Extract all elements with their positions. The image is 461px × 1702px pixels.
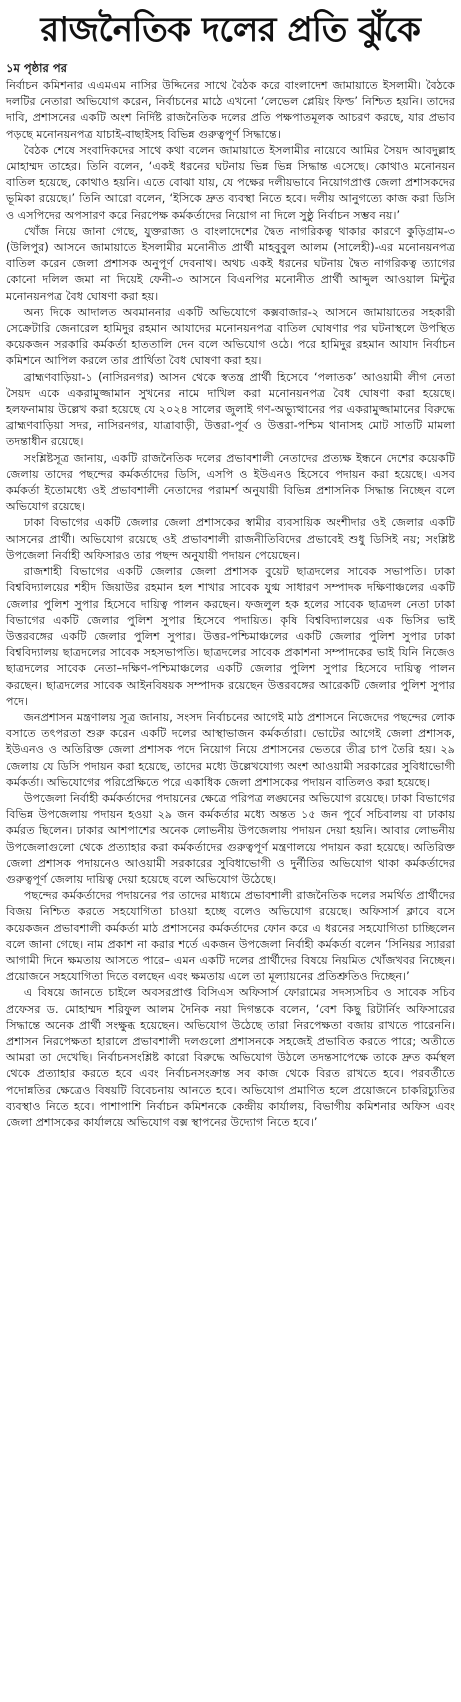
continuation-note: ১ম পৃষ্ঠার পর (6, 61, 67, 75)
paragraph: খোঁজ নিয়ে জানা গেছে, যুক্তরাজ্য ও বাংলাদেশের দ্বৈত নাগরিকত্ব থাকার কারণে কুড়িগ্রাম-৩ (উলিপুর) আসনে জামায়াতে ইসলামীর মনোনীত প্রার্থী মাহবুবুল আলম (সালেহী)-এর মনোনয়নপত্র বাতিল করেন জেলা প্রশাসক অনুপূর্ণ দেবনাথ। অথচ একই ধরনের ঘটনায় দ্বৈত নাগরিকত্ব ত্যাগের কোনো দলিল জমা না দিয়েই ফেনী-৩ আসনে বিএনপির মনোনীত প্রার্থী আব্দুল আওয়াল মিন্টুর মনোনয়নপত্র বৈধ ঘোষণা করা হয়। (6, 224, 455, 303)
paragraph: অন্য দিকে আদালত অবমাননার একটি অভিযোগে কক্সবাজার-২ আসনে জামায়াতের সহকারী সেক্রেটারি জেনারেল হামিদুর রহমান আযাদের মনোনয়নপত্র বাতিল ঘোষণার পর ঘটনাস্থলে উপস্থিত কয়েকজন সরকারি কর্মকর্তা হাততালি দেন বলে অভিযোগ ওঠে। পরে হামিদুর রহমান আযাদ নির্বাচন কমিশনে আপিল করলে তার প্রার্থিতা বৈধ ঘোষণা করা হয়। (6, 305, 455, 368)
paragraph: ঢাকা বিভাগের একটি জেলার জেলা প্রশাসকের স্বামীর ব্যবসায়িক অংশীদার ওই জেলার একটি আসনের প্রার্থী। অভিযোগ রয়েছে ওই প্রভাবশালী রাজনীতিবিদের প্রভাবেই শুধু ডিসিই নয়; সংশ্লিষ্ট উপজেলা নির্বাহী অফিসারও তার পছন্দ অনুযায়ী পদায়ন পেয়েছেন। (6, 516, 455, 562)
article-body (0, 78, 461, 1131)
paragraph: সংশ্লিষ্টসূত্র জানায়, একটি রাজনৈতিক দলের প্রভাবশালী নেতাদের প্রত্যক্ষ ইন্ধনে দেশের কয়েকটি জেলায় তাদের পছন্দের কর্মকর্তাদের ডিসি, এসপি ও ইউএনও হিসেবে পদায়ন করা হয়েছে। এসব কর্মকর্তা ইতোমধ্যে ওই প্রভাবশালী নেতাদের পরামর্শ অনুযায়ী বিভিন্ন প্রশাসনিক সিদ্ধান্ত নিচ্ছেন বলে অভিযোগ রয়েছে। (6, 451, 455, 514)
paragraph: রাজশাহী বিভাগের একটি জেলার জেলা প্রশাসক বুয়েট ছাত্রদলের সাবেক সভাপতি। ঢাকা বিশ্ববিদ্যালয়ের শহীদ জিয়াউর রহমান হল শাখার সাবেক যুগ্ম সাধারণ সম্পাদক দক্ষিণাঞ্চলের একটি জেলার পুলিশ সুপার হিসেবে দায়িত্ব পালন করছেন। ফজলুল হক হলের সাবেক ছাত্রদল নেতা ঢাকা বিভাগের একটি জেলার পুলিশ সুপার হিসেবে পদায়িত। কৃষি বিশ্ববিদ্যালয়ের এক ভিসির ভাই উত্তরবঙ্গের একটি জেলার পুলিশ সুপার। উত্তর-পশ্চিমাঞ্চলের একটি জেলার পুলিশ সুপার ঢাকা বিশ্ববিদ্যালয় ছাত্রদলের সাবেক সহসভাপতি। ছাত্রদলের সাবেক প্রকাশনা সম্পাদকের ভাই যিনি নিজেও ছাত্রদলের সাবেক নেতা–দক্ষিণ-পশ্চিমাঞ্চলের একটি জেলার পুলিশ সুপার হিসেবে দায়িত্ব পালন করছেন। ছাত্রদলের সাবেক আইনবিষয়ক সম্পাদক রয়েছেন উত্তরবঙ্গের আরেকটি জেলার পুলিশ সুপার পদে। (6, 565, 455, 708)
paragraph: পছন্দের কর্মকর্তাদের পদায়নের পর তাদের মাধ্যমে প্রভাবশালী রাজনৈতিক দলের সমর্থিত প্রার্থীদের বিজয় নিশ্চিত করতে সহযোগিতা চাওয়া হচ্ছে বলেও অভিযোগ রয়েছে। অফিসার্স ক্লাবে বসে কয়েকজন প্রভাবশালী কর্মকর্তা মাঠ প্রশাসনের কর্মকর্তাদের ফোন করে এ ধরনের সহযোগিতা চাচ্ছিলেন বলে জানা গেছে। নাম প্রকাশ না করার শর্তে একজন উপজেলা নির্বাহী কর্মকর্তা বলেন ‘সিনিয়র স্যাররা আগামী দিনে ক্ষমতায় আসতে পারে– এমন একটি দলের প্রার্থীদের বিষয়ে নিয়মিত খোঁজখবর নিচ্ছেন। প্রয়োজনে সহযোগিতা দিতে বলছেন এবং ক্ষমতায় এলে তা মূল্যায়নের প্রতিশ্রুতিও দিচ্ছেন।’ (6, 889, 455, 984)
paragraph: ব্রাহ্মণবাড়িয়া-১ (নাসিরনগর) আসন থেকে স্বতন্ত্র প্রার্থী হিসেবে ‘পলাতক’ আওয়ামী লীগ নেতা সৈয়দ একে একরামুজ্জামান সুখনের নামে দাখিল করা মনোনয়নপত্র বৈধ ঘোষণা করা হয়েছে। হলফনামায় উল্লেখ করা হয়েছে যে ২০২৪ সালের জুলাই গণ-অভ্যুত্থানের পর একরামুজ্জামানের বিরুদ্ধে ব্রাহ্মণবাড়িয়া সদর, নাসিরনগর, যাত্রাবাড়ী, উত্তরা-পূর্ব ও উত্তরা-পশ্চিম থানাসহ মোট সাতটি মামলা তদন্তাধীন রয়েছে। (6, 370, 455, 449)
paragraph: এ বিষয়ে জানতে চাইলে অবসরপ্রাপ্ত বিসিএস অফিসার্স ফোরামের সদস্যসচিব ও সাবেক সচিব প্রফেসর ড. মোহাম্মদ শরিফুল আলম দৈনিক নয়া দিগন্তকে বলেন, ‘বেশ কিছু রিটার্নিং অফিসারের সিদ্ধান্তে অনেক প্রার্থী সংক্ষুব্ধ হয়েছেন। অভিযোগ উঠেছে তারা নিরপেক্ষতা বজায় রাখতে পারেননি। প্রশাসন নিরপেক্ষতা হারালে প্রভাবশালী দলগুলো প্রশাসনকে সহজেই প্রভাবিত করতে পারে; অতীতে আমরা তা দেখেছি। নির্বাচনসংশ্লিষ্ট কারো বিরুদ্ধে অভিযোগ উঠলে তদন্তসাপেক্ষে তাকে দ্রুত কর্মস্থল থেকে প্রত্যাহার করতে হবে এবং নির্বাচনসংক্রান্ত সব কাজ থেকে বিরত রাখতে হবে। পরবর্তীতে পদোন্নতির ক্ষেত্রেও বিষয়টি বিবেচনায় আনতে হবে। অভিযোগ প্রমাণিত হলে প্রয়োজনে চাকরিচ্যুতির ব্যবস্থাও নিতে হবে। পাশাপাশি নির্বাচন কমিশনকে কেন্দ্রীয় কার্যালয়, বিভাগীয় কমিশনার অফিস এবং জেলা প্রশাসকের কার্যালয়ে অভিযোগ বক্স স্থাপনের উদ্যোগ নিতে হবে।’ (6, 986, 455, 1129)
headline: রাজনৈতিক দলের প্রতি ঝুঁকে (40, 10, 421, 50)
paragraph: উপজেলা নির্বাহী কর্মকর্তাদের পদায়নের ক্ষেত্রে পরিপত্র লঙ্ঘনের অভিযোগ রয়েছে। ঢাকা বিভাগের বিভিন্ন উপজেলায় পদায়ন হওয়া ২৯ জন কর্মকর্তার মধ্যে অন্তত ১৫ জন পূর্বে সচিবালয় বা ঢাকায় কর্মরত ছিলেন। ঢাকার আশপাশের অনেক লোভনীয় উপজেলায় পদায়ন দেয়া হয়নি। আবার লোভনীয় উপজেলাগুলো থেকে প্রত্যাহার করা কর্মকর্তাদের গুরুত্বপূর্ণ মন্ত্রণালয়ে পদায়ন করা হয়েছে। অতিরিক্ত জেলা প্রশাসক পদায়নেও আওয়ামী সরকারের সুবিধাভোগী ও দুর্নীতির অভিযোগ থাকা কর্মকর্তাদের গুরুত্বপূর্ণ জেলায় দায়িত্ব দেয়া হয়েছে বলে অভিযোগ উঠেছে। (6, 791, 455, 886)
paragraph: জনপ্রশাসন মন্ত্রণালয় সূত্র জানায়, সংসদ নির্বাচনের আগেই মাঠ প্রশাসনে নিজেদের পছন্দের লোক বসাতে তৎপরতা শুরু করেন একটি দলের আস্থাভাজন কর্মকর্তারা। ভোটের আগেই জেলা প্রশাসক, ইউএনও ও অতিরিক্ত জেলা প্রশাসক পদে নিয়োগ নিয়ে প্রশাসনের ভেতরে তীব্র চাপ তৈরি হয়। ২৯ জেলায় যে ডিসি পদায়ন করা হয়েছে, তাদের মধ্যে উল্লেখযোগ্য অংশ আওয়ামী সরকারের সুবিধাভোগী কর্মকর্তা। অভিযোগের পরিপ্রেক্ষিতে পরে একাধিক জেলা প্রশাসকের পদায়ন বাতিলও করা হয়েছে। (6, 710, 455, 789)
paragraph: বৈঠক শেষে সংবাদিকদের সাথে কথা বলেন জামায়াতে ইসলামীর নায়েবে আমির সৈয়দ আবদুল্লাহ মোহাম্মদ তাহের। তিনি বলেন, ‘একই ধরনের ঘটনায় ভিন্ন ভিন্ন সিদ্ধান্ত এসেছে। কোথাও মনোনয়ন বাতিল হয়েছে, কোথাও হয়নি। এতে বোঝা যায়, যে পক্ষের দলীয়ভাবে নিয়োগপ্রাপ্ত জেলা প্রশাসকদের ভূমিকা রয়েছে।’ তিনি আরো বলেন, ‘ইসিকে দ্রুত ব্যবস্থা নিতে হবে। দলীয় আনুগত্যে কাজ করা ডিসি ও এসপিদের অপসারণ করে নিরপেক্ষ কর্মকর্তাদের নিয়োগ না দিলে সুষ্ঠু নির্বাচন সম্ভব নয়।’ (6, 143, 455, 222)
paragraph: নির্বাচন কমিশনার এএমএম নাসির উদ্দিনের সাথে বৈঠক করে বাংলাদেশ জামায়াতে ইসলামী। বৈঠকে দলটির নেতারা অভিযোগ করেন, নির্বাচনের মাঠে এখনো ‘লেভেল প্লেয়িং ফিল্ড’ নিশ্চিত হয়নি। তাদের দাবি, প্রশাসনের একটি অংশ নির্দিষ্ট রাজনৈতিক দলের প্রতি পক্ষপাতমূলক আচরণ করছে, যার প্রভাব পড়ছে মনোনয়নপত্র যাচাই-বাছাইসহ বিভিন্ন গুরুত্বপূর্ণ সিদ্ধান্তে। (6, 79, 455, 141)
